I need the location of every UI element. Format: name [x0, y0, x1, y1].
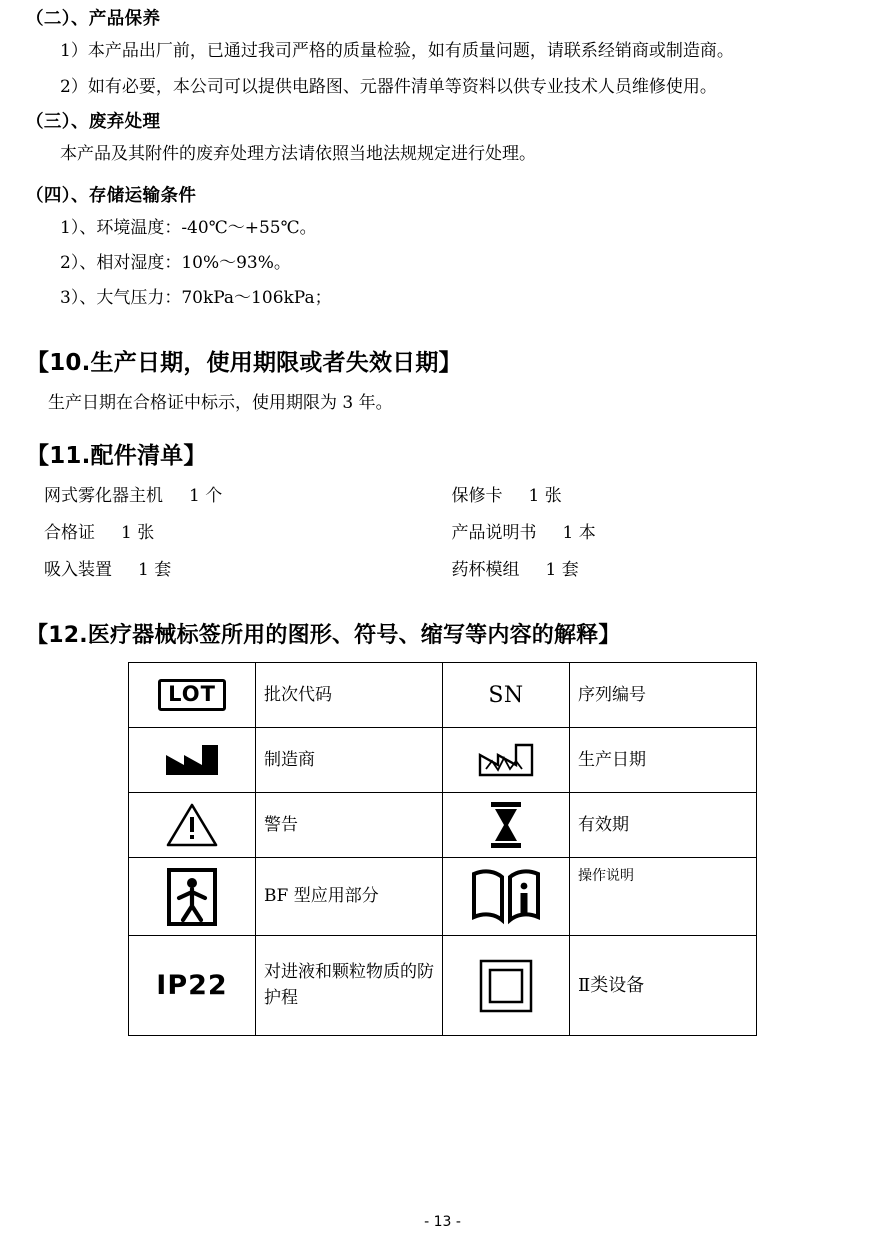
sn-icon-label: SN	[488, 682, 524, 708]
section-heading-production-date: 【10.生产日期，使用期限或者失效日期】	[26, 349, 462, 376]
symbol-description: 警告	[256, 793, 443, 858]
accessory-name: 吸入装置	[44, 560, 112, 581]
section-heading-symbols: 【12.医疗器械标签所用的图形、符号、缩写等内容的解释】	[26, 623, 621, 649]
section-heading-maintenance: （二）、产品保养	[26, 9, 161, 29]
symbol-description: 序列编号	[570, 663, 757, 728]
accessory-name: 合格证	[44, 523, 95, 544]
symbol-description: 有效期	[570, 793, 757, 858]
table-row	[129, 793, 757, 858]
class-ii-equipment-icon	[443, 936, 570, 1036]
symbol-description: 对进液和颗粒物质的防护程	[256, 936, 443, 1036]
warning-triangle-icon	[129, 793, 256, 858]
accessory-qty: 1 个	[189, 485, 223, 506]
symbol-description: 批次代码	[256, 663, 443, 728]
paragraph-maintenance-2: 2）如有必要，本公司可以提供电路图、元器件清单等资料以供专业技术人员维修使用。	[60, 76, 717, 97]
accessory-left	[44, 483, 452, 510]
accessory-name: 药杯模组	[451, 560, 520, 581]
table-row	[129, 936, 757, 1036]
section-heading-disposal: （三）、废弃处理	[26, 111, 161, 132]
accessory-name: 网式雾化器主机	[44, 485, 163, 506]
paragraph-storage-3: 3）、大气压力：70kPa～106kPa；	[60, 288, 332, 309]
ip-rating-icon	[129, 936, 256, 1036]
symbols-table	[128, 662, 757, 1036]
accessory-qty: 1 本	[562, 523, 596, 544]
accessory-name: 保修卡	[451, 485, 503, 506]
table-row	[129, 858, 757, 936]
sn-icon	[443, 663, 570, 728]
accessory-right	[452, 557, 860, 584]
symbol-description	[570, 936, 757, 1036]
section-heading-accessory-list: 【11.配件清单】	[26, 442, 207, 469]
ip-rating-label: IP22	[156, 970, 228, 1002]
symbol-description: 生产日期	[570, 728, 757, 793]
instructions-manual-icon	[443, 858, 570, 936]
lot-icon	[129, 663, 256, 728]
accessory-name: 产品说明书	[451, 523, 537, 544]
manufacture-date-icon	[443, 728, 570, 793]
list-item	[44, 520, 859, 547]
accessory-qty: 1 套	[138, 560, 172, 581]
accessory-left	[44, 520, 452, 547]
list-item	[44, 483, 859, 510]
accessory-list	[26, 483, 859, 585]
paragraph-disposal-1: 本产品及其附件的废弃处理方法请依照当地法规规定进行处理。	[60, 144, 536, 165]
accessory-right	[452, 483, 860, 510]
symbol-description: BF 型应用部分	[256, 858, 443, 936]
accessory-right	[452, 520, 860, 547]
lot-icon-label: LOT	[158, 679, 226, 711]
symbol-description-text: Ⅱ类设备	[578, 975, 645, 997]
hourglass-icon	[443, 793, 570, 858]
bf-type-applied-part-icon	[129, 858, 256, 936]
page-footer	[0, 1214, 885, 1230]
table-row	[129, 663, 757, 728]
accessory-left	[44, 557, 452, 584]
paragraph-production-date: 生产日期在合格证中标示，使用期限为 3 年。	[48, 393, 393, 414]
symbol-description: 制造商	[256, 728, 443, 793]
accessory-qty: 1 套	[545, 560, 579, 581]
list-item	[44, 557, 859, 584]
section-heading-storage: （四）、存储运输条件	[26, 185, 197, 206]
accessory-qty: 1 张	[528, 485, 562, 506]
manufacturer-icon	[129, 728, 256, 793]
paragraph-storage-1: 1）、环境温度：-40℃～+55℃。	[60, 217, 317, 238]
table-row	[129, 728, 757, 793]
accessory-qty: 1 张	[121, 523, 155, 544]
paragraph-maintenance-1: 1）本产品出厂前，已通过我司严格的质量检验，如有质量问题，请联系经销商或制造商。	[60, 41, 734, 62]
symbol-description: 操作说明	[570, 858, 757, 936]
page-number: - 13 -	[424, 1214, 461, 1230]
paragraph-storage-2: 2）、相对湿度：10%～93%。	[60, 253, 291, 274]
